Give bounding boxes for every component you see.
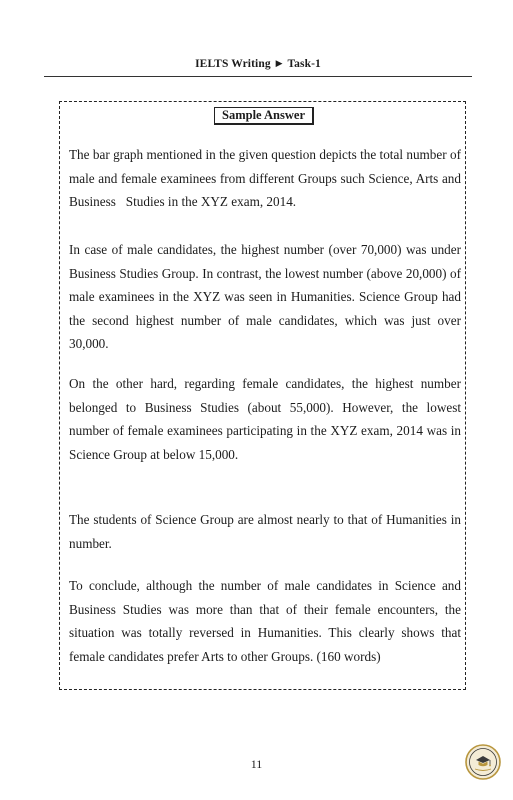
answer-paragraph-5: To conclude, although the number of male candidates in Science and Business Studies was more than that of their female encounters, the situation was totally reversed in Humanities. This clearly shows that female candidates prefer Arts to other Groups. (160 words) <box>69 578 461 664</box>
triangle-right-icon: ▶ <box>275 58 283 68</box>
header-divider <box>44 76 472 77</box>
answer-paragraph-1: The bar graph mentioned in the given question depicts the total number of male and female examinees from different Groups such Science, Arts and Business Studies in the XYZ exam, 2014. <box>69 147 461 209</box>
header-section: Task-1 <box>287 58 321 70</box>
answer-paragraph-2: In case of male candidates, the highest number (over 70,000) was under Business Studies Group. In contrast, the lowest number (above 20,000) of male examinees in the XYZ was seen in Humanities. Science Group had the second highest number of male candidates, which was just over 30,000. <box>69 242 461 351</box>
answer-paragraph-4: The students of Science Group are almost nearly to that of Humanities in number. <box>69 512 461 551</box>
publisher-seal-icon <box>465 744 501 780</box>
running-header <box>44 58 472 70</box>
header-book-title: IELTS Writing <box>195 58 271 70</box>
sample-answer-title: Sample Answer <box>214 107 314 125</box>
answer-paragraph-3: On the other hard, regarding female candidates, the highest number belonged to Business Studies (about 55,000). However, the lowest number of female examinees participating in the XYZ exam, 2014 was in Science Group at below 15,000. <box>69 376 461 462</box>
page-number: 11 <box>250 757 263 771</box>
